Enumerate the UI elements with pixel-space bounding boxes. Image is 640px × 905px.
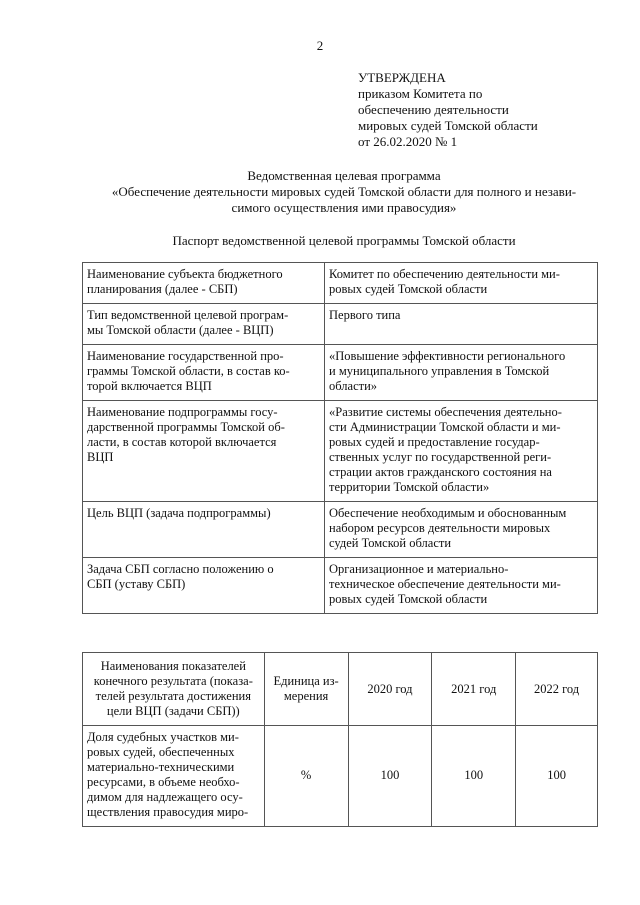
page-number: 2 <box>316 38 324 53</box>
passport-value-line: Организационное и материально- <box>329 562 509 576</box>
header-line: конечного результата (показа- <box>93 674 253 688</box>
passport-value-line: Обеспечение необходимым и обоснованным <box>329 506 567 520</box>
passport-row <box>83 304 598 345</box>
header-line: Наименования показателей <box>100 659 246 673</box>
passport-row <box>83 345 598 401</box>
passport-label-line: планирования (далее - СБП) <box>87 282 238 296</box>
indicator-unit: % <box>264 726 348 827</box>
header-indicator-name <box>83 653 265 726</box>
passport-row <box>83 502 598 558</box>
passport-value <box>325 304 598 345</box>
passport-row <box>83 401 598 502</box>
passport-value-line: ровых судей Томской области <box>329 282 488 296</box>
header-unit <box>264 653 348 726</box>
passport-label-line: СБП (уставу СБП) <box>87 577 186 591</box>
passport-row <box>83 558 598 614</box>
passport-value-line: области» <box>329 379 378 393</box>
table-row <box>83 726 598 827</box>
approval-line: от 26.02.2020 № 1 <box>358 134 458 149</box>
program-title-line: Ведомственная целевая программа <box>247 168 441 183</box>
passport-value <box>325 558 598 614</box>
passport-label-line: дарственной программы Томской об- <box>87 420 285 434</box>
passport-value-line: техническое обеспечение деятельности ми- <box>329 577 561 591</box>
passport-title: Паспорт ведомственной целевой программы Томской области <box>172 233 516 248</box>
indicator-name-line: ществления правосудия миро- <box>87 805 249 819</box>
header-line: цели ВЦП (задачи СБП)) <box>106 704 240 718</box>
indicator-value-2021: 100 <box>432 726 516 827</box>
passport-value-line: судей Томской области <box>329 536 452 550</box>
header-year-2021: 2021 год <box>432 653 516 726</box>
passport-row <box>83 263 598 304</box>
approval-line: УТВЕРЖДЕНА <box>358 70 446 85</box>
passport-table <box>82 262 598 614</box>
passport-label-line: Цель ВЦП (задача подпрограммы) <box>87 506 271 520</box>
passport-value-line: ственных услуг по государственной реги- <box>329 450 552 464</box>
passport-label-line: ВЦП <box>87 450 114 464</box>
approval-line: мировых судей Томской области <box>358 118 538 133</box>
header-line: мерения <box>283 689 329 703</box>
indicator-name-line: материально-техническими <box>87 760 235 774</box>
program-title-line: «Обеспечение деятельности мировых судей Томской области для полного и незави- <box>111 184 577 199</box>
indicator-name <box>83 726 265 827</box>
indicator-value-2022: 100 <box>516 726 598 827</box>
passport-label-line: граммы Томской области, в состав ко- <box>87 364 290 378</box>
passport-label <box>83 345 325 401</box>
passport-label <box>83 558 325 614</box>
indicator-value-2020: 100 <box>348 726 432 827</box>
passport-label-line: Наименование государственной про- <box>87 349 284 363</box>
approval-stamp <box>358 70 538 150</box>
passport-label <box>83 401 325 502</box>
passport-value <box>325 263 598 304</box>
passport-value-line: территории Томской области» <box>329 480 490 494</box>
passport-label-line: мы Томской области (далее - ВЦП) <box>87 323 274 337</box>
passport-value-line: и муниципального управления в Томской <box>329 364 550 378</box>
indicator-name-line: ровых судей, обеспеченных <box>87 745 235 759</box>
passport-label <box>83 502 325 558</box>
passport-value-line: «Повышение эффективности регионального <box>329 349 566 363</box>
passport-value-line: Первого типа <box>329 308 401 322</box>
program-title <box>84 168 604 216</box>
indicators-table <box>82 652 598 827</box>
indicator-name-line: ресурсами, в объеме необхо- <box>87 775 240 789</box>
passport-value-line: Комитет по обеспечению деятельности ми- <box>329 267 560 281</box>
program-title-line: симого осуществления ими правосудия» <box>231 200 457 215</box>
passport-value <box>325 345 598 401</box>
passport-value <box>325 502 598 558</box>
passport-label <box>83 304 325 345</box>
header-line: телей результата достижения <box>95 689 251 703</box>
header-year-2022: 2022 год <box>516 653 598 726</box>
approval-line: обеспечению деятельности <box>358 102 509 117</box>
indicators-header-row <box>83 653 598 726</box>
passport-value <box>325 401 598 502</box>
passport-label-line: Тип ведомственной целевой програм- <box>87 308 289 322</box>
approval-line: приказом Комитета по <box>358 86 483 101</box>
indicator-name-line: димом для надлежащего осу- <box>87 790 243 804</box>
passport-label-line: Наименование подпрограммы госу- <box>87 405 278 419</box>
passport-value-line: страции актов гражданского состояния на <box>329 465 552 479</box>
passport-label-line: Задача СБП согласно положению о <box>87 562 274 576</box>
passport-label-line: торой включается ВЦП <box>87 379 212 393</box>
passport-value-line: ровых судей Томской области <box>329 592 488 606</box>
passport-value-line: сти Администрации Томской области и ми- <box>329 420 561 434</box>
passport-value-line: ровых судей и предоставление государ- <box>329 435 540 449</box>
passport-value-line: «Развитие системы обеспечения деятельно- <box>329 405 562 419</box>
passport-label-line: Наименование субъекта бюджетного <box>87 267 283 281</box>
passport-value-line: набором ресурсов деятельности мировых <box>329 521 551 535</box>
indicator-name-line: Доля судебных участков ми- <box>87 730 239 744</box>
header-year-2020: 2020 год <box>348 653 432 726</box>
passport-label <box>83 263 325 304</box>
header-line: Единица из- <box>273 674 339 688</box>
passport-label-line: ласти, в состав которой включается <box>87 435 277 449</box>
